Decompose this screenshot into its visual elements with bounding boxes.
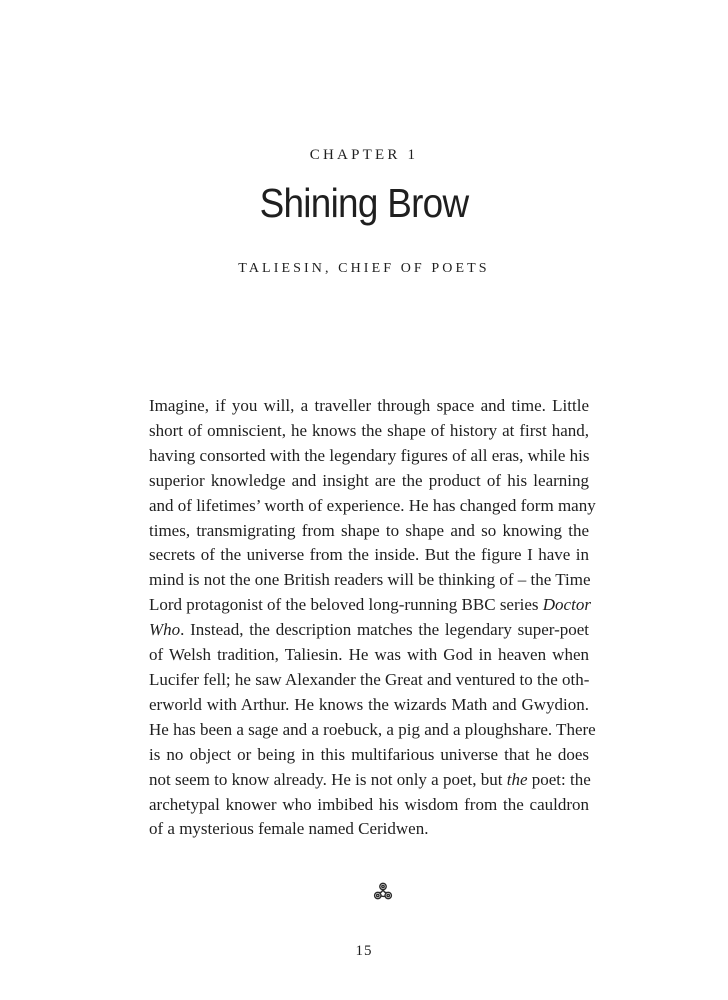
- body-line-10-text: . Instead, the description matches the legendary super-poet: [180, 620, 589, 640]
- body-line-2: short of omniscient, he knows the shape of history at first hand,: [149, 420, 589, 440]
- page-number: 15: [355, 943, 373, 959]
- body-line-16: not seem to know already. He is not only a poet, but the poet: the: [149, 769, 591, 789]
- body-line-7: secrets of the universe from the inside. But the figure I have in: [149, 545, 589, 565]
- chapter-title: Shining Brow: [259, 180, 469, 226]
- body-line-15: is no object or being in this multifarious universe that he does: [149, 744, 589, 764]
- body-line-10: [149, 618, 589, 643]
- body-line-11: of Welsh tradition, Taliesin. He was with God in heaven when: [149, 645, 589, 665]
- body-line-3: having consorted with the legendary figures of all eras, while his: [149, 445, 590, 465]
- body-line-1: Imagine, if you will, a traveller through space and time. Little: [149, 396, 589, 415]
- body-paragraph: [149, 394, 596, 842]
- body-line-5: and of lifetimes’ worth of experience. He has changed form many: [149, 495, 596, 515]
- body-line-8: mind is not the one British readers will be thinking of – the Time: [149, 570, 591, 590]
- body-line-12: Lucifer fell; he saw Alexander the Great and ventured to the oth-: [149, 669, 590, 689]
- body-line-9: [149, 593, 589, 618]
- italic-who: Who: [149, 620, 181, 640]
- body-line-18: of a mysterious female named Ceridwen.: [149, 819, 429, 839]
- body-line-9-text: Lord protagonist of the beloved long-running BBC series: [149, 595, 543, 615]
- body-line-17: archetypal knower who imbibed his wisdom from the cauldron: [149, 794, 589, 814]
- triskele-icon: [371, 880, 395, 904]
- body-line-13: erworld with Arthur. He knows the wizards Math and Gwydion.: [149, 694, 589, 714]
- chapter-label: CHAPTER 1: [309, 147, 419, 163]
- italic-the: the: [506, 769, 528, 789]
- chapter-subtitle: TALIESIN, CHIEF OF POETS: [238, 261, 490, 276]
- italic-doctor: Doctor: [542, 595, 591, 615]
- body-line-4: superior knowledge and insight are the product of his learning: [149, 470, 589, 490]
- body-line-6: times, transmigrating from shape to shape and so knowing the: [149, 520, 589, 540]
- body-line-14: He has been a sage and a roebuck, a pig and a ploughshare. There: [149, 719, 596, 739]
